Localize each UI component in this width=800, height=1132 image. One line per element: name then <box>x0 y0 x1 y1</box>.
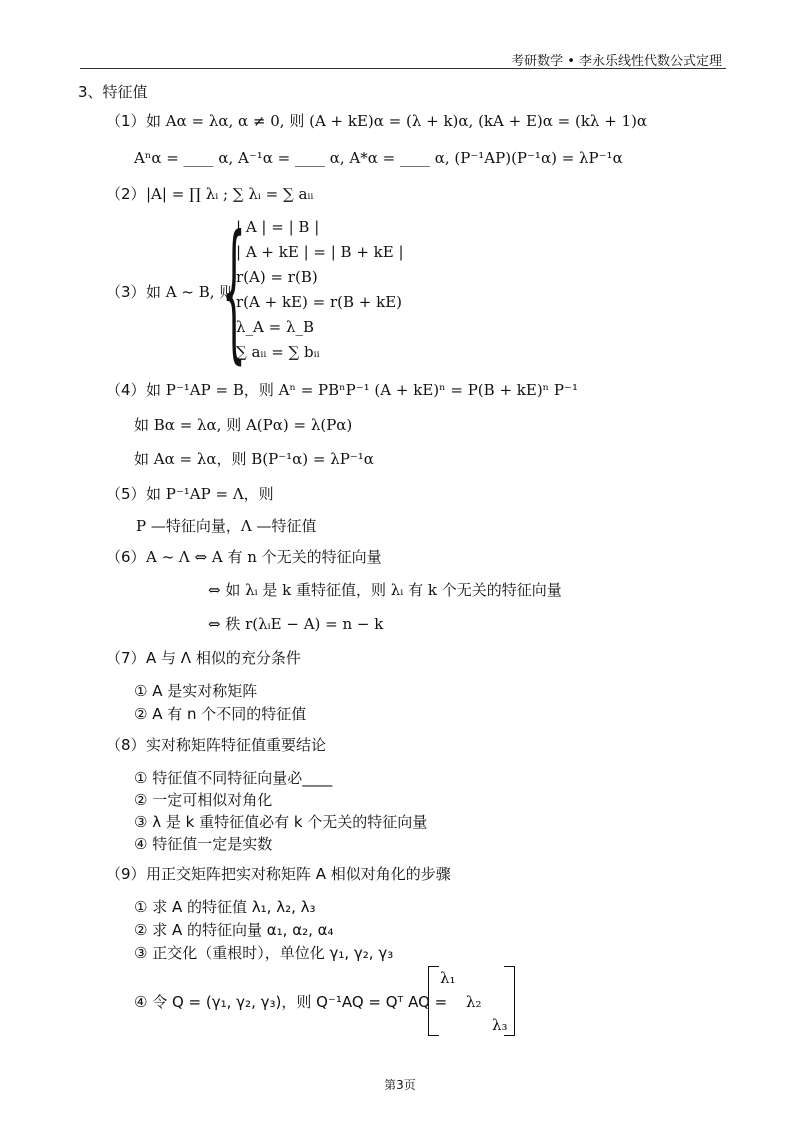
header-title: 考研数学 • 李永乐线性代数公式定理 <box>511 54 722 69</box>
list-item: ② A 有 n 个不同的特征值 <box>134 705 307 723</box>
item-9-title: 用正交矩阵把实对称矩阵 A 相似对角化的步骤 <box>146 865 451 883</box>
item-7-title: A 与 Λ 相似的充分条件 <box>146 649 301 667</box>
item-6-line-2: ⇔ 如 λᵢ 是 k 重特征值，则 λᵢ 有 k 个无关的特征向量 <box>208 581 562 599</box>
page-number: 第3页 <box>384 1078 416 1092</box>
case-row: λ_A = λ_B <box>236 318 314 336</box>
item-1-label: （1） <box>106 112 146 130</box>
item-4-line-3: 如 Aα = λα，则 B(P⁻¹α) = λP⁻¹α <box>134 450 374 468</box>
matrix-entry: λ₂ <box>466 993 482 1011</box>
item-5-label: （5） <box>106 485 146 503</box>
list-item: ① 求 A 的特征值 λ₁, λ₂, λ₃ <box>134 898 316 916</box>
case-row: r(A) = r(B) <box>236 268 318 286</box>
matrix-entry: λ₃ <box>492 1016 508 1034</box>
list-item: ① 特征值不同特征向量必____ <box>134 769 333 787</box>
item-4-line-2: 如 Bα = λα, 则 A(Pα) = λ(Pα) <box>134 416 353 434</box>
item-9-step-4: ④ 令 Q = (γ₁, γ₂, γ₃)，则 Q⁻¹AQ = Qᵀ AQ = <box>134 993 448 1011</box>
left-brace: { <box>222 204 246 378</box>
case-row: | A + kE | = | B + kE | <box>236 243 404 261</box>
item-7-label: （7） <box>106 649 146 667</box>
list-item: ④ 特征值一定是实数 <box>134 835 273 853</box>
matrix-left-bracket <box>428 966 439 1036</box>
list-item: ③ 正交化（重根时），单位化 γ₁, γ₂, γ₃ <box>134 944 394 962</box>
list-item: ② 一定可相似对角化 <box>134 791 273 809</box>
item-3-label: （3） <box>106 283 146 301</box>
matrix-entry: λ₁ <box>440 969 456 987</box>
item-9-label: （9） <box>106 865 146 883</box>
item-3-prefix: 如 A ~ B, 则 <box>146 283 235 301</box>
item-8-label: （8） <box>106 736 146 754</box>
item-6-line-3: ⇔ 秩 r(λᵢE − A) = n − k <box>208 615 384 633</box>
item-4-label: （4） <box>106 381 146 399</box>
item-5-line-1: 如 P⁻¹AP = Λ，则 <box>146 485 274 503</box>
item-6-line-1: A ~ Λ ⇔ A 有 n 个无关的特征向量 <box>146 548 382 566</box>
list-item: ② 求 A 的特征向量 α₁, α₂, α₄ <box>134 921 334 939</box>
item-1-line-2: Aⁿα = ____ α, A⁻¹α = ____ α, A*α = ____ α, (P⁻¹AP)(P⁻¹α) = λP⁻¹α <box>134 149 623 167</box>
item-2-text: |A| = ∏ λᵢ ; ∑ λᵢ = ∑ aᵢᵢ <box>146 185 314 203</box>
item-6-label: （6） <box>106 548 146 566</box>
section-title: 3、特征值 <box>78 83 148 101</box>
item-8-title: 实对称矩阵特征值重要结论 <box>146 736 327 754</box>
item-2-label: （2） <box>106 185 146 203</box>
case-row: r(A + kE) = r(B + kE) <box>236 293 402 311</box>
item-5-line-2: P —特征向量，Λ —特征值 <box>136 517 317 535</box>
list-item: ③ λ 是 k 重特征值必有 k 个无关的特征向量 <box>134 813 428 831</box>
case-row: | A | = | B | <box>236 218 320 236</box>
case-row: ∑ aᵢᵢ = ∑ bᵢᵢ <box>236 343 320 361</box>
item-1-line-1: 如 Aα = λα, α ≠ 0, 则 (A + kE)α = (λ + k)α, (kA + E)α = (kλ + 1)α <box>146 112 648 130</box>
list-item: ① A 是实对称矩阵 <box>134 682 258 700</box>
item-4-line-1: 如 P⁻¹AP = B，则 Aⁿ = PBⁿP⁻¹ (A + kE)ⁿ = P(B + kE)ⁿ P⁻¹ <box>146 381 578 399</box>
header-divider <box>80 68 726 69</box>
